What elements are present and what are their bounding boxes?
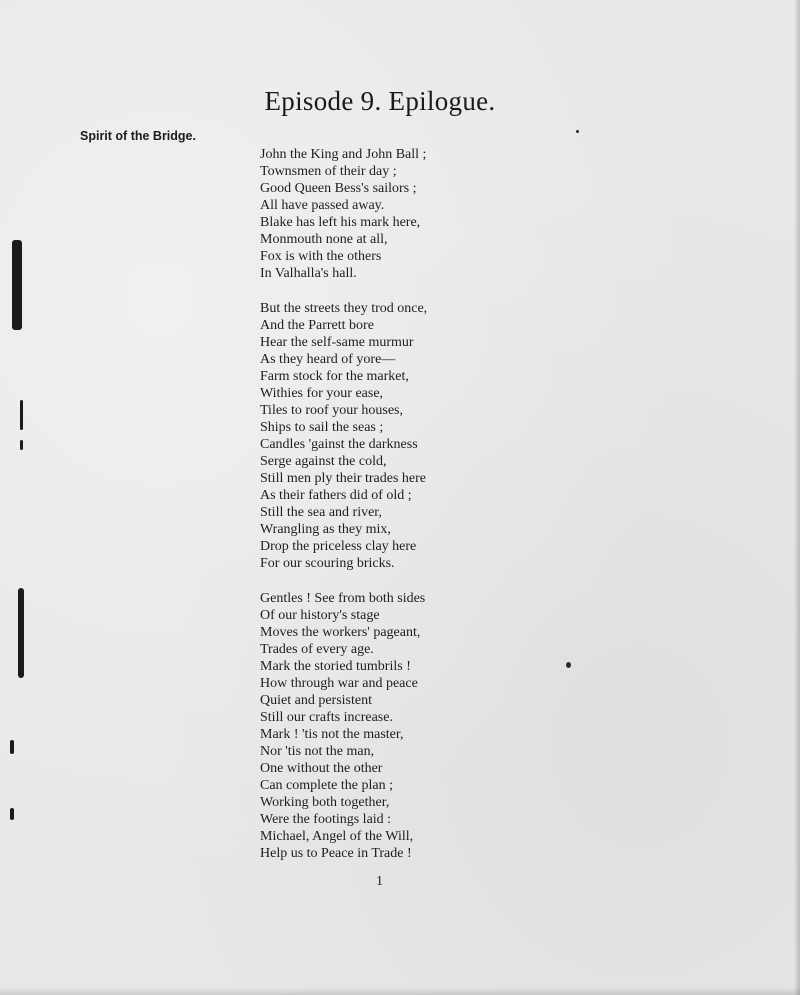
verse-line: Blake has left his mark here, — [260, 215, 421, 230]
verse-line: John the King and John Ball ; — [260, 147, 427, 162]
verse-line: Good Queen Bess's sailors ; — [260, 181, 417, 196]
verse-line: Still our crafts increase. — [260, 710, 393, 725]
verse-line: Nor 'tis not the man, — [260, 744, 375, 759]
verse-line: Ships to sail the seas ; — [260, 420, 384, 435]
verse-line: Of our history's stage — [260, 608, 380, 623]
page-title: Episode 9. Epilogue. — [264, 86, 496, 116]
stanza-3 — [260, 590, 580, 862]
binding-mark — [12, 240, 22, 330]
verse-line: In Valhalla's hall. — [260, 266, 357, 281]
verse-line: Tiles to roof your houses, — [260, 403, 403, 418]
verse-line: Mark the storied tumbrils ! — [260, 659, 411, 674]
poem-body — [260, 146, 580, 880]
verse-line: Withies for your ease, — [260, 386, 384, 401]
verse-line: Candles 'gainst the darkness — [260, 437, 418, 452]
page-edge-shadow — [794, 0, 800, 995]
verse-line: Mark ! 'tis not the master, — [260, 727, 404, 742]
verse-line: Trades of every age. — [260, 642, 374, 657]
verse-line: But the streets they trod once, — [260, 301, 428, 316]
verse-line: Michael, Angel of the Will, — [260, 829, 414, 844]
verse-line: As their fathers did of old ; — [260, 488, 412, 503]
ink-speck — [576, 130, 579, 133]
page-edge-shadow — [0, 987, 800, 995]
binding-mark — [10, 740, 14, 754]
verse-line: For our scouring bricks. — [260, 556, 395, 571]
verse-line: And the Parrett bore — [260, 318, 374, 333]
ink-speck — [566, 662, 571, 668]
page-number: 1 — [376, 874, 383, 889]
verse-line: Fox is with the others — [260, 249, 382, 264]
verse-line: Still men ply their trades here — [260, 471, 427, 486]
verse-line: One without the other — [260, 761, 383, 776]
speaker-label: Spirit of the Bridge. — [80, 129, 196, 143]
stanza-2 — [260, 300, 580, 572]
verse-line: Can complete the plan ; — [260, 778, 393, 793]
binding-mark — [10, 808, 14, 820]
verse-line: Were the footings laid : — [260, 812, 392, 827]
verse-line: All have passed away. — [260, 198, 385, 213]
verse-line: Wrangling as they mix, — [260, 522, 391, 537]
binding-mark — [20, 400, 23, 430]
verse-line: Drop the priceless clay here — [260, 539, 417, 554]
stanza-1 — [260, 146, 580, 282]
verse-line: Help us to Peace in Trade ! — [260, 846, 412, 861]
verse-line: Hear the self-same murmur — [260, 335, 414, 350]
verse-line: How through war and peace — [260, 676, 418, 691]
verse-line: As they heard of yore— — [260, 352, 396, 367]
binding-mark — [18, 588, 24, 678]
verse-line: Moves the workers' pageant, — [260, 625, 421, 640]
verse-line: Working both together, — [260, 795, 390, 810]
verse-line: Gentles ! See from both sides — [260, 591, 426, 606]
verse-line: Quiet and persistent — [260, 693, 372, 708]
binding-mark — [20, 440, 23, 450]
verse-line: Townsmen of their day ; — [260, 164, 397, 179]
verse-line: Still the sea and river, — [260, 505, 382, 520]
verse-line: Serge against the cold, — [260, 454, 387, 469]
verse-line: Monmouth none at all, — [260, 232, 388, 247]
verse-line: Farm stock for the market, — [260, 369, 409, 384]
